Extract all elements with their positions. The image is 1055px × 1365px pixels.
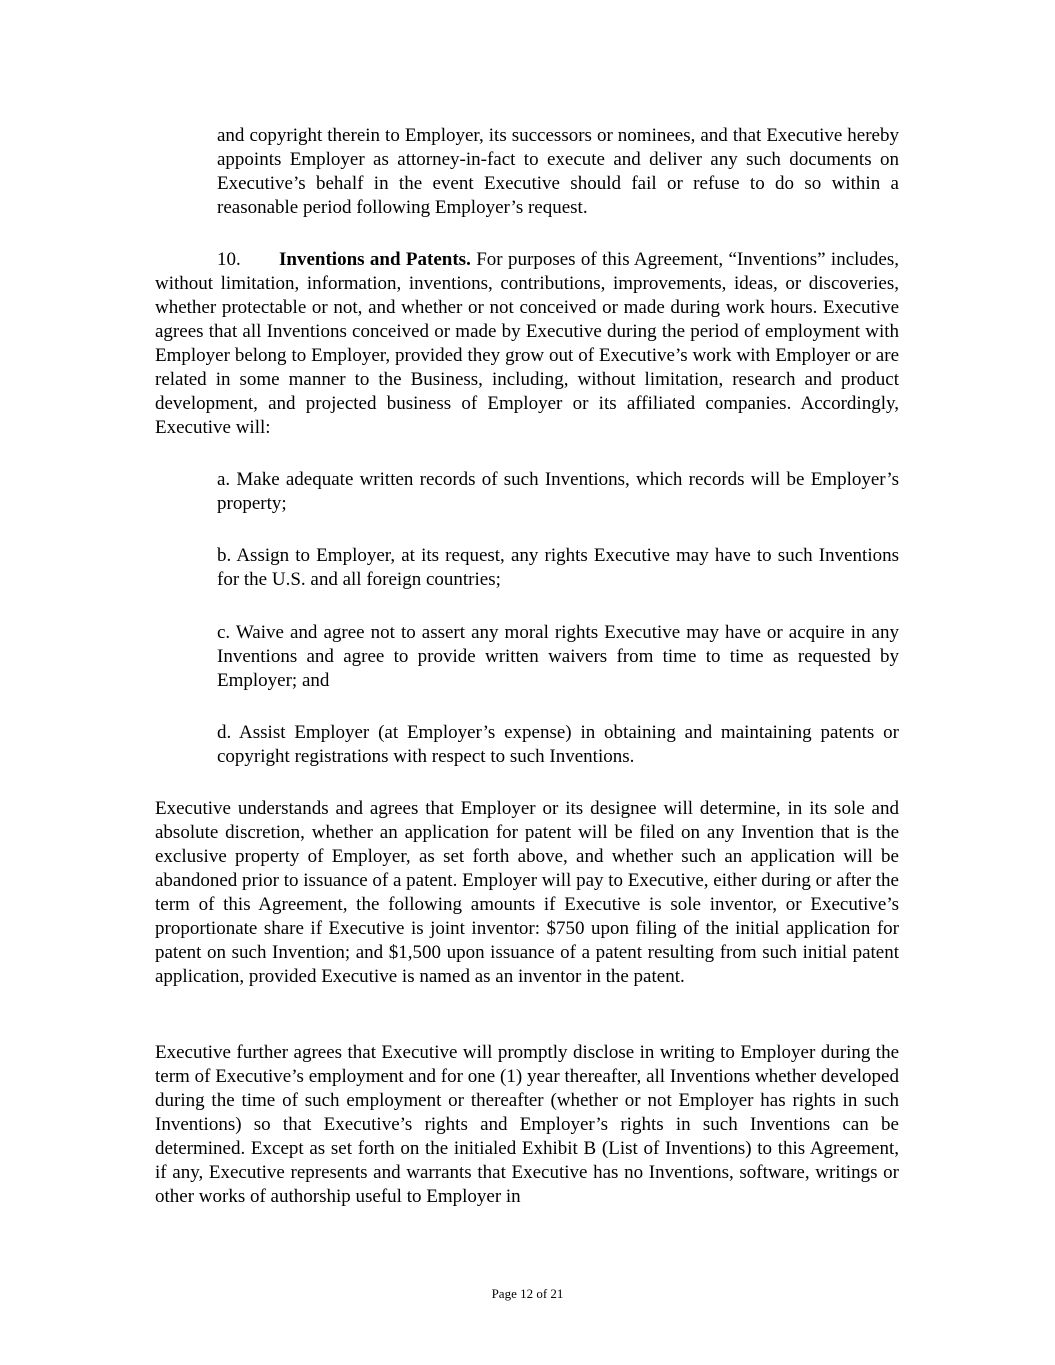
list-item-d: d. Assist Employer (at Employer’s expense) in obtaining and maintaining patents or copyright registrations with respect to such Inventions. [217,722,899,767]
page-number-footer: Page 12 of 21 [491,1286,564,1301]
section-10-number: 10. [217,249,241,270]
section-10-paragraph [155,248,899,440]
section-10-heading: Inventions and Patents. [279,249,471,270]
disclosure-paragraph: Executive further agrees that Executive will promptly disclose in writing to Employer during the term of Executive’s employment and for one (1) year thereafter, all Inventions whether developed during the time of such employment or thereafter (whether or not Employer has rights in such Inventions) so that Executive’s rights and Employer’s rights in such Inventions can be determined. Except as set forth on the initialed Exhibit B (List of Inventions) to this Agreement, if any, Executive represents and warrants that Executive has no Inventions, software, writings or other works of authorship useful to Employer in [155,1042,899,1207]
section-10-body: For purposes of this Agreement, “Inventions” includes, without limitation, information, inventions, contributions, improvements, ideas, or discoveries, whether protectable or not, and whether or not conceived or made during work hours. Executive agrees that all Inventions conceived or made by Executive during the period of employment with Employer belong to Employer, provided they grow out of Executive’s work with Employer or are related in some manner to the Business, including, without limitation, research and product development, and projected business of Employer or its affiliated companies. Accordingly, Executive will: [155,249,899,438]
patent-paragraph: Executive understands and agrees that Employer or its designee will determine, in its sole and absolute discretion, whether an application for patent will be filed on any Invention that is the exclusive property of Employer, as set forth above, and whether such an application will be abandoned prior to issuance of a patent. Employer will pay to Executive, either during or after the term of this Agreement, the following amounts if Executive is sole inventor, or Executive’s proportionate share if Executive is joint inventor: $750 upon filing of the initial application for patent on such Invention; and $1,500 upon issuance of a patent resulting from such initial patent application, provided Executive is named as an inventor in the patent. [155,798,899,987]
list-item-a: a. Make adequate written records of such Inventions, which records will be Employer’s property; [217,469,899,514]
list-item-b: b. Assign to Employer, at its request, any rights Executive may have to such Inventions for the U.S. and all foreign countries; [217,545,899,590]
continuation-paragraph: and copyright therein to Employer, its successors or nominees, and that Executive hereby appoints Employer as attorney-in-fact to execute and deliver any such documents on Executive’s behalf in the event Executive should fail or refuse to do so within a reasonable period following Employer’s request. [217,125,899,218]
list-item-c: c. Waive and agree not to assert any moral rights Executive may have or acquire in any Inventions and agree to provide written waivers from time to time as requested by Employer; and [217,622,899,691]
